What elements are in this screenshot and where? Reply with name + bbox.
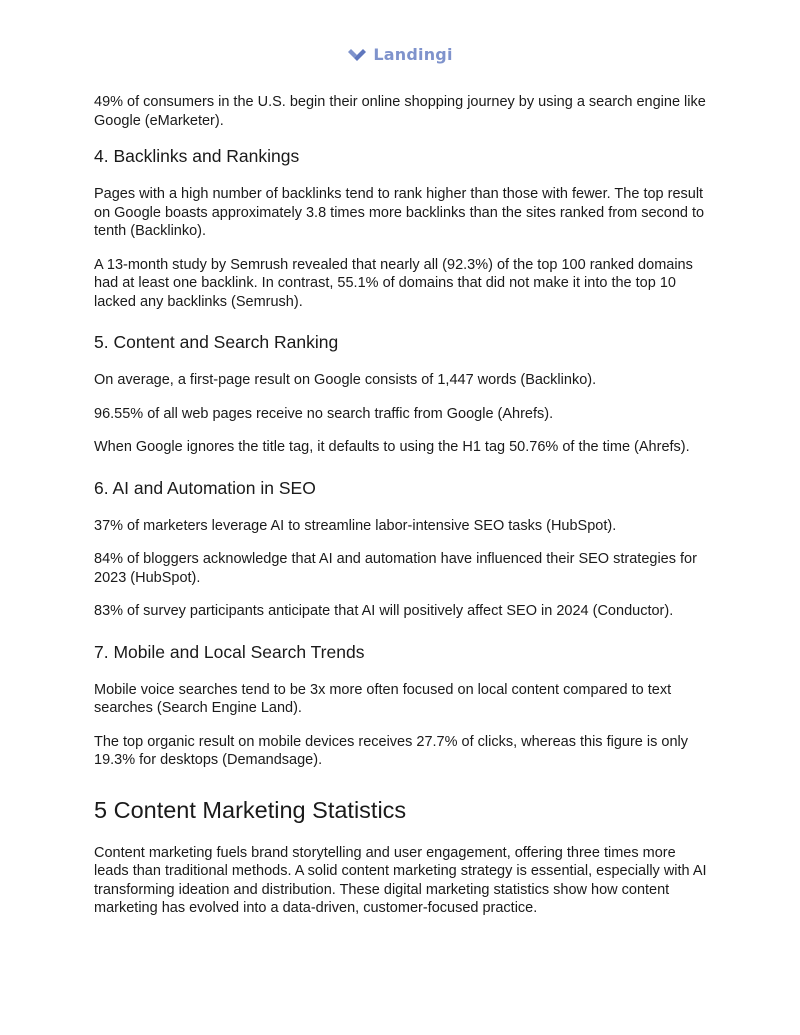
paragraph: 96.55% of all web pages receive no search traffic from Google (Ahrefs). [94,405,554,422]
paragraph: Content marketing fuels brand storytelling and user engagement, offering three times more leads than traditional methods. A solid content marketing strategy is essential, especially with AI transforming ideation and distribution. These digital marketing statistics show how content marketing has evolved into a data-driven, customer-focused practice. [94,844,707,916]
paragraph: 37% of marketers leverage AI to streamline labor-intensive SEO tasks (HubSpot). [94,517,617,534]
document-body [94,93,714,933]
paragraph: Mobile voice searches tend to be 3x more often focused on local content compared to text searches (Search Engine Land). [94,681,672,716]
landingi-logo-icon [347,47,367,63]
paragraph: 84% of bloggers acknowledge that AI and automation have influenced their SEO strategies for 2023 (HubSpot). [94,551,697,586]
paragraph: When Google ignores the title tag, it defaults to using the H1 tag 50.76% of the time (Ahrefs). [94,439,690,455]
paragraph: On average, a first-page result on Google consists of 1,447 words (Backlinko). [94,372,597,388]
paragraph: The top organic result on mobile devices receives 27.7% of clicks, whereas this figure is only 19.3% for desktops (Demandsage). [94,733,688,768]
paragraph: 83% of survey participants anticipate that AI will positively affect SEO in 2024 (Conductor). [94,603,674,619]
section-heading-mobile-local: 7. Mobile and Local Search Trends [94,641,365,662]
major-section-heading: 5 Content Marketing Statistics [94,796,407,823]
section-heading-content-ranking: 5. Content and Search Ranking [94,332,339,352]
section-heading-ai-automation: 6. AI and Automation in SEO [94,477,316,498]
landingi-logo [0,45,800,64]
paragraph: A 13-month study by Semrush revealed that nearly all (92.3%) of the top 100 ranked domains had at least one backlink. In contrast, 55.1% of domains that did not make it into the top 10 lacked any backlinks (Semrush). [94,256,693,310]
paragraph: Pages with a high number of backlinks tend to rank higher than those with fewer. The top result on Google boasts approximately 3.8 times more backlinks than the sites ranked from second to tenth (Backlinko). [94,186,705,239]
section-heading-backlinks: 4. Backlinks and Rankings [94,146,300,166]
logo-text: Landingi [373,45,453,64]
intro-paragraph: 49% of consumers in the U.S. begin their online shopping journey by using a search engine like Google (eMarketer). [94,94,706,129]
